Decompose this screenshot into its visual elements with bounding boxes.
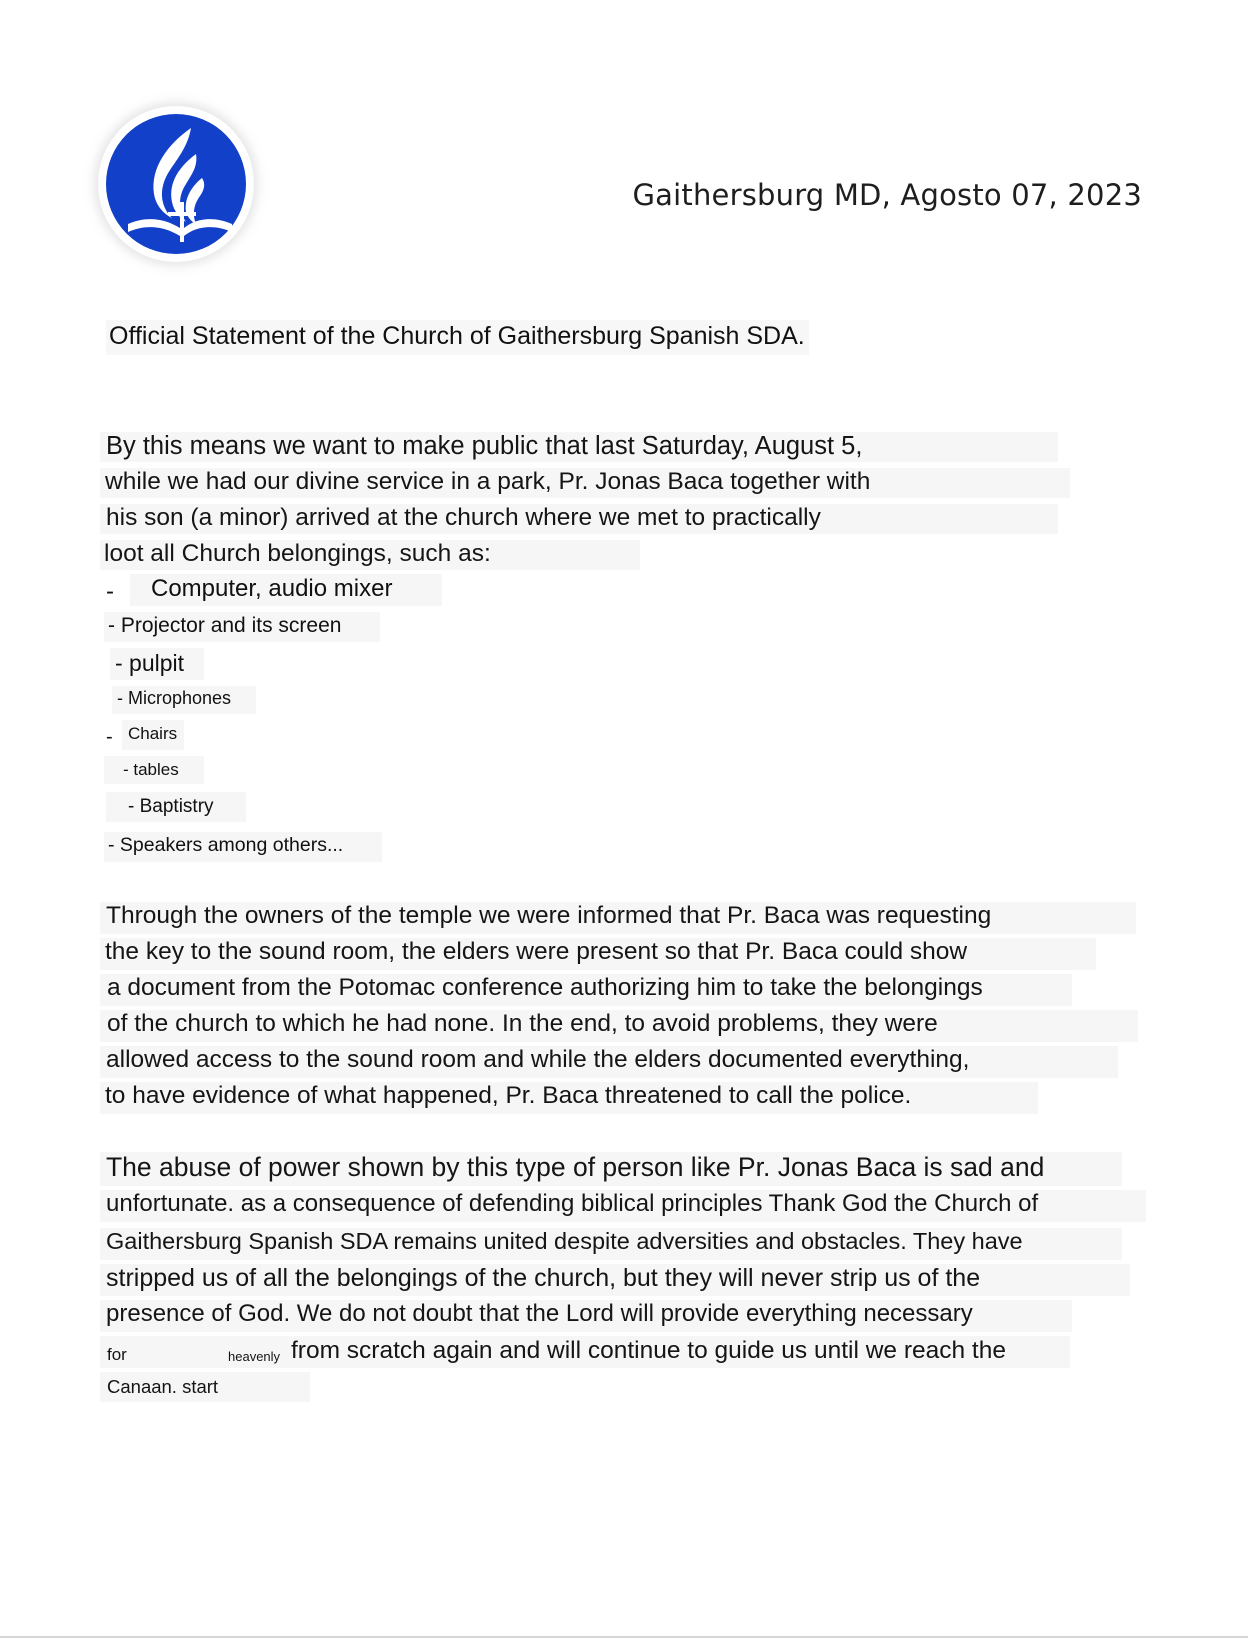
list-bullet: - xyxy=(106,578,114,605)
closing-line: Canaan. start xyxy=(107,1376,219,1397)
date-line: Gaithersburg MD, Agosto 07, 2023 xyxy=(632,178,1142,212)
paragraph2-line: a document from the Potomac conference authorizing him to take the belongings xyxy=(107,974,983,1001)
list-item: - Baptistry xyxy=(128,796,214,817)
paragraph1-line: his son (a minor) arrived at the church where we met to practically xyxy=(106,504,821,531)
list-item: - Microphones xyxy=(117,688,232,708)
paragraph3-line: stripped us of all the belongings of the church, but they will never strip us of the xyxy=(106,1264,981,1292)
paragraph3-line: presence of God. We do not doubt that the Lord will provide everything necessary xyxy=(106,1300,973,1327)
list-item: - tables xyxy=(123,760,179,779)
list-item: Computer, audio mixer xyxy=(151,575,393,602)
last-line-word: heavenly xyxy=(228,1349,281,1364)
paragraph2-line: to have evidence of what happened, Pr. Baca threatened to call the police. xyxy=(105,1082,912,1109)
paragraph3-line: Gaithersburg Spanish SDA remains united despite adversities and obstacles. They have xyxy=(106,1228,1023,1254)
list-bullet: - xyxy=(106,726,113,748)
paragraph3-line: unfortunate. as a consequence of defending biblical principles Thank God the Church of xyxy=(106,1190,1039,1217)
list-item: - Projector and its screen xyxy=(108,614,342,637)
list-item: - pulpit xyxy=(115,650,185,676)
page-bottom-divider xyxy=(0,1636,1248,1638)
paragraph1-line: while we had our divine service in a park, Pr. Jonas Baca together with xyxy=(105,468,871,495)
last-line-word: for xyxy=(107,1345,127,1364)
church-logo xyxy=(98,106,254,262)
last-line-rest: from scratch again and will continue to guide us until we reach the xyxy=(291,1337,1006,1364)
paragraph2-line: the key to the sound room, the elders were present so that Pr. Baca could show xyxy=(105,938,968,965)
paragraph3-line: The abuse of power shown by this type of person like Pr. Jonas Baca is sad and xyxy=(106,1152,1045,1182)
list-item: - Speakers among others... xyxy=(108,834,344,856)
adventist-flame-bible-icon xyxy=(98,106,254,262)
statement-title: Official Statement of the Church of Gaithersburg Spanish SDA. xyxy=(106,320,809,355)
paragraph1-line: loot all Church belongings, such as: xyxy=(104,540,491,567)
paragraph2-line: allowed access to the sound room and while the elders documented everything, xyxy=(106,1046,970,1073)
paragraph2-line: of the church to which he had none. In the end, to avoid problems, they were xyxy=(107,1010,938,1037)
list-item: Chairs xyxy=(128,724,178,743)
paragraph2-line: Through the owners of the temple we were informed that Pr. Baca was requesting xyxy=(106,902,992,929)
paragraph1-line: By this means we want to make public that last Saturday, August 5, xyxy=(106,432,863,460)
